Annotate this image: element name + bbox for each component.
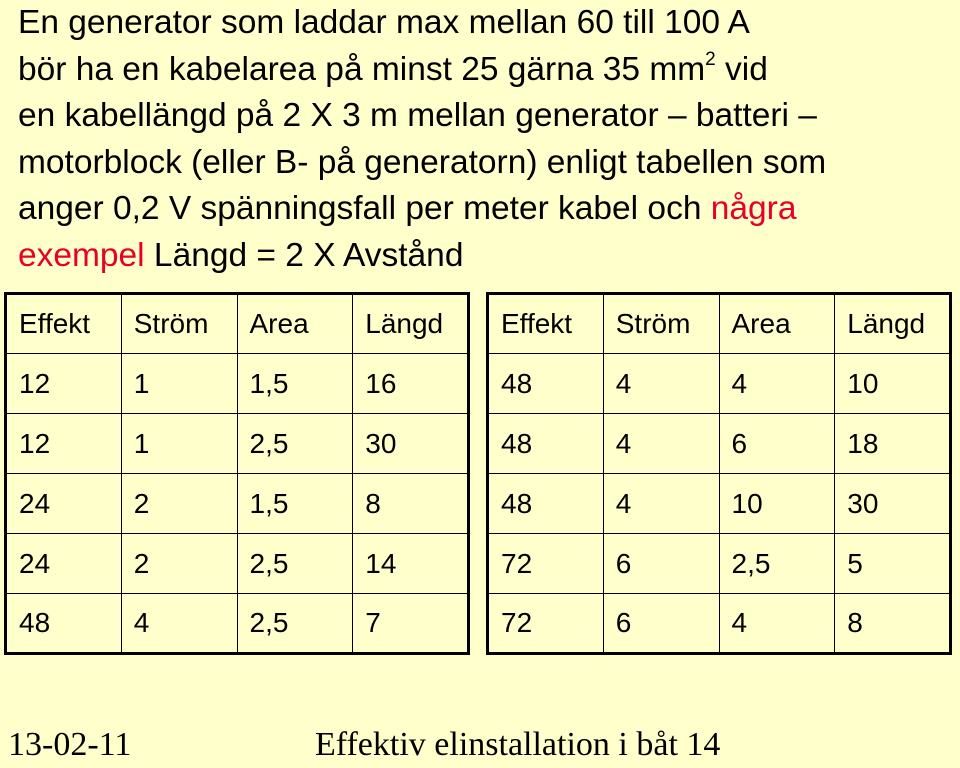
column-header: Area [237,294,353,354]
table-cell: 4 [603,354,719,414]
column-header: Längd [835,294,951,354]
column-header: Ström [603,294,719,354]
table-cell: 4 [719,594,835,654]
table-cell: 72 [488,534,604,594]
table-cell: 48 [488,414,604,474]
table-cell: 1 [121,414,237,474]
footer-date: 13-02-11 [8,726,132,763]
table-cell: 4 [121,594,237,654]
table-row [488,414,951,474]
heading-line-2-end: vid [715,50,768,88]
table-cell: 48 [488,354,604,414]
table-cell: 2,5 [237,414,353,474]
footer-title-text: Effektiv elinstallation i båt [315,726,678,763]
table-cell: 4 [719,354,835,414]
table-cell: 16 [353,354,469,414]
table-cell: 24 [6,534,122,594]
table-header-row [488,294,951,354]
cable-table-left [4,292,470,655]
table-cell: 1,5 [237,474,353,534]
table-cell: 30 [835,474,951,534]
table-row [6,474,469,534]
table-cell: 1,5 [237,354,353,414]
table-cell: 14 [353,534,469,594]
heading-line-6 [18,233,953,280]
table-cell: 2,5 [237,534,353,594]
table-cell: 24 [6,474,122,534]
table-cell: 8 [353,474,469,534]
heading-line-4: motorblock (eller B- på generatorn) enligt tabellen som [18,143,827,181]
heading-line-3: en kabellängd på 2 X 3 m mellan generator – batteri – [18,97,817,134]
table-cell: 2,5 [719,534,835,594]
heading-line-2-text: bör ha en kabelarea på minst 25 gärna 35 mm [18,50,706,88]
heading-line-2 [18,47,953,94]
column-header: Längd [353,294,469,354]
heading-line-1: En generator som laddar max mellan 60 till 100 A [18,4,750,41]
table-cell: 4 [603,474,719,534]
table-cell: 30 [353,414,469,474]
table-cell: 4 [603,414,719,474]
table-row [488,594,951,654]
table-cell: 12 [6,354,122,414]
highlight-nagra: några [710,190,797,227]
table-row [6,354,469,414]
footer-title [315,722,720,768]
table-cell: 2,5 [237,594,353,654]
highlight-exempel: exempel [18,236,145,274]
table-row [488,474,951,534]
page-number: 14 [686,726,721,763]
heading-line-6-text: Längd = 2 X Avstånd [144,236,464,274]
table-cell: 5 [835,534,951,594]
table-cell: 7 [353,594,469,654]
cable-table-right [486,292,952,655]
heading-line-5 [18,186,953,233]
cable-table-right-body [488,294,951,654]
table-header-row [6,294,469,354]
column-header: Ström [121,294,237,354]
cable-table-left-body [6,294,469,654]
table-cell: 72 [488,594,604,654]
table-cell: 6 [719,414,835,474]
table-cell: 6 [603,534,719,594]
column-header: Area [719,294,835,354]
table-cell: 10 [835,354,951,414]
heading-line-5-text: anger 0,2 V spänningsfall per meter kabel och [18,190,711,227]
column-header: Effekt [6,294,122,354]
table-cell: 12 [6,414,122,474]
table-row [488,534,951,594]
table-cell: 10 [719,474,835,534]
table-row [6,534,469,594]
table-cell: 2 [121,534,237,594]
table-cell: 48 [6,594,122,654]
table-cell: 48 [488,474,604,534]
table-row [6,594,469,654]
table-row [6,414,469,474]
heading-text [18,0,953,279]
table-cell: 18 [835,414,951,474]
table-cell: 2 [121,474,237,534]
superscript-2: 2 [705,48,716,70]
table-row [488,354,951,414]
table-cell: 8 [835,594,951,654]
table-cell: 6 [603,594,719,654]
table-cell: 1 [121,354,237,414]
column-header: Effekt [488,294,604,354]
